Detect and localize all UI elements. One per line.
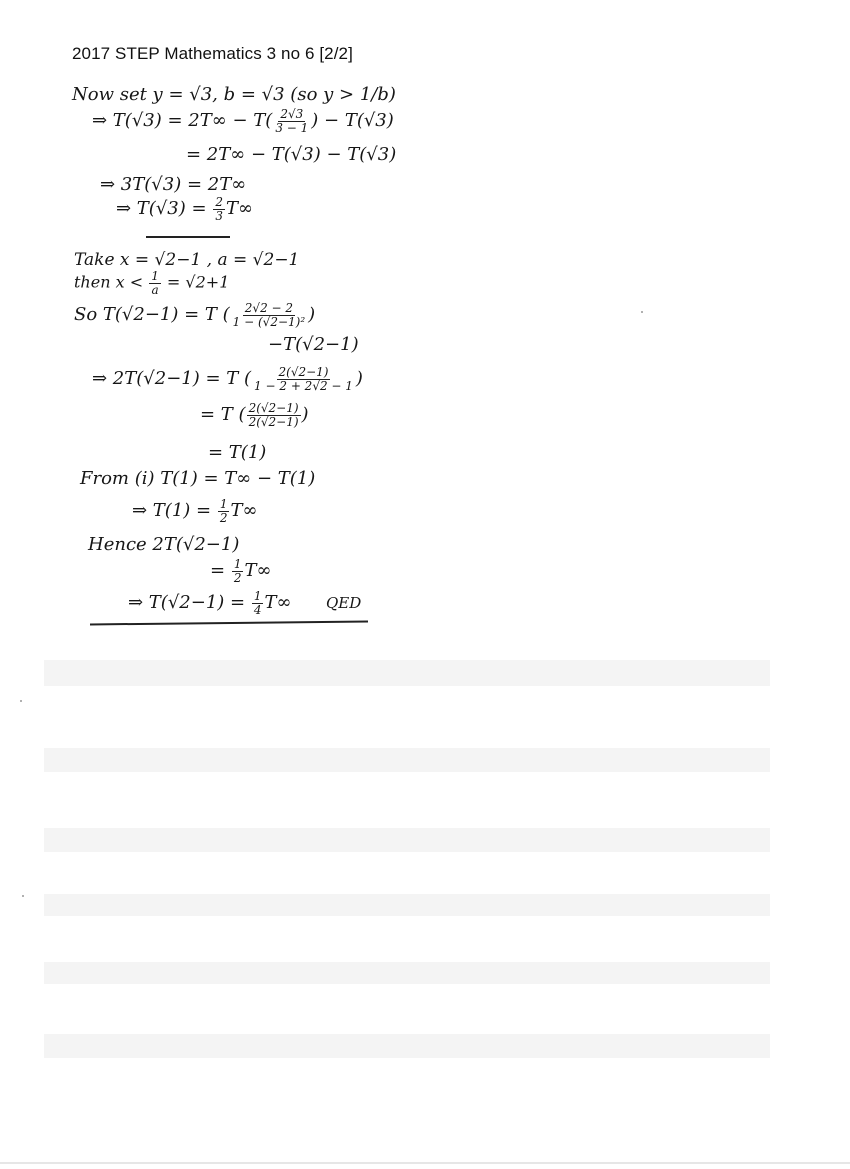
qed-mark: QED xyxy=(326,594,362,612)
scan-bleed-through xyxy=(44,660,770,686)
handwritten-line: From (i) T(1) = T∞ − T(1) xyxy=(80,468,316,489)
handwritten-line: Now set y = √3, b = √3 (so y > 1/b) xyxy=(72,84,396,105)
fraction xyxy=(232,558,244,584)
equation-part: ⇒ T(√3) = xyxy=(116,198,213,220)
fraction-denominator: 3 − 1 xyxy=(275,120,309,135)
fraction-numerator: 2(√2−1) xyxy=(248,401,299,415)
scan-bleed-through xyxy=(44,828,770,852)
equation-part: ) − T(√3) xyxy=(311,110,394,132)
equation-part: T∞ xyxy=(244,560,272,582)
handwritten-equation xyxy=(200,402,309,428)
handwritten-equation xyxy=(92,108,394,134)
scan-speck xyxy=(641,311,643,313)
scan-bleed-through xyxy=(44,894,770,916)
equation-part: ) xyxy=(355,368,363,390)
fraction-denominator: 2 xyxy=(233,570,242,585)
fraction-numerator: 1 xyxy=(219,497,228,511)
scan-bleed-through xyxy=(44,1034,770,1058)
equation-part: T∞ xyxy=(225,198,253,220)
fraction xyxy=(252,590,264,616)
fraction-numerator: 1 xyxy=(233,557,242,571)
fraction-numerator: 1 xyxy=(253,589,262,603)
fraction-numerator: 1 xyxy=(151,269,159,283)
fraction xyxy=(213,196,225,222)
handwritten-equation xyxy=(92,366,363,392)
equation-part: ⇒ 2T(√2−1) = T ( xyxy=(92,368,252,390)
handwritten-equation xyxy=(132,498,257,524)
fraction-numerator: 2√2 − 2 xyxy=(244,301,294,315)
equation-part: ⇒ T(1) = xyxy=(132,500,217,522)
fraction xyxy=(149,270,161,296)
handwritten-line: = 2T∞ − T(√3) − T(√3) xyxy=(186,144,397,165)
fraction-denominator: 3 xyxy=(215,208,223,223)
equation-part: = xyxy=(210,560,231,582)
fraction xyxy=(231,302,307,328)
handwritten-line: = T(1) xyxy=(208,442,267,463)
scan-speck xyxy=(22,895,24,897)
section-divider xyxy=(146,236,230,238)
handwritten-equation xyxy=(210,558,271,584)
fraction xyxy=(252,366,355,392)
equation-part: ⇒ T(√3) = 2T∞ − T( xyxy=(92,110,273,132)
handwritten-equation xyxy=(74,270,229,296)
fraction xyxy=(247,402,301,428)
scan-bottom-edge xyxy=(0,1162,850,1164)
fraction-numerator: 2√3 xyxy=(280,107,304,121)
equation-part: So T(√2−1) = T ( xyxy=(74,304,230,326)
fraction xyxy=(218,498,230,524)
handwritten-equation xyxy=(116,196,253,222)
end-of-solution-rule xyxy=(90,621,368,626)
equation-part: ⇒ T(√2−1) = xyxy=(128,592,251,614)
page-title: 2017 STEP Mathematics 3 no 6 [2/2] xyxy=(72,44,353,63)
scan-bleed-through xyxy=(44,962,770,984)
scan-bleed-through xyxy=(44,748,770,772)
scan-speck xyxy=(20,700,22,702)
fraction-numerator: 2(√2−1) xyxy=(278,365,329,379)
equation-part: T∞ xyxy=(264,592,292,614)
equation-part: T∞ xyxy=(230,500,258,522)
handwritten-line: −T(√2−1) xyxy=(268,334,359,355)
handwritten-equation xyxy=(128,590,291,616)
fraction xyxy=(273,108,310,134)
equation-part: = T ( xyxy=(200,404,246,426)
handwritten-equation xyxy=(74,302,315,328)
equation-part: ) xyxy=(308,304,316,326)
equation-part: then x < xyxy=(74,272,149,292)
fraction-numerator: 2 xyxy=(215,195,223,209)
fraction-denominator: 2(√2−1) xyxy=(248,414,299,429)
fraction-denominator: 1 − 2 + 2√2 − 1 xyxy=(254,378,353,393)
handwritten-line: ⇒ 3T(√3) = 2T∞ xyxy=(100,174,247,195)
fraction-denominator: 1 − (√2−1)² xyxy=(232,314,306,329)
handwritten-line: Hence 2T(√2−1) xyxy=(88,534,240,555)
fraction-denominator: a xyxy=(151,282,159,297)
fraction-denominator: 4 xyxy=(253,602,262,617)
equation-part: = √2+1 xyxy=(161,272,230,292)
equation-part: ) xyxy=(301,404,309,426)
fraction-denominator: 2 xyxy=(219,510,228,525)
handwritten-line: Take x = √2−1 , a = √2−1 xyxy=(74,250,300,270)
